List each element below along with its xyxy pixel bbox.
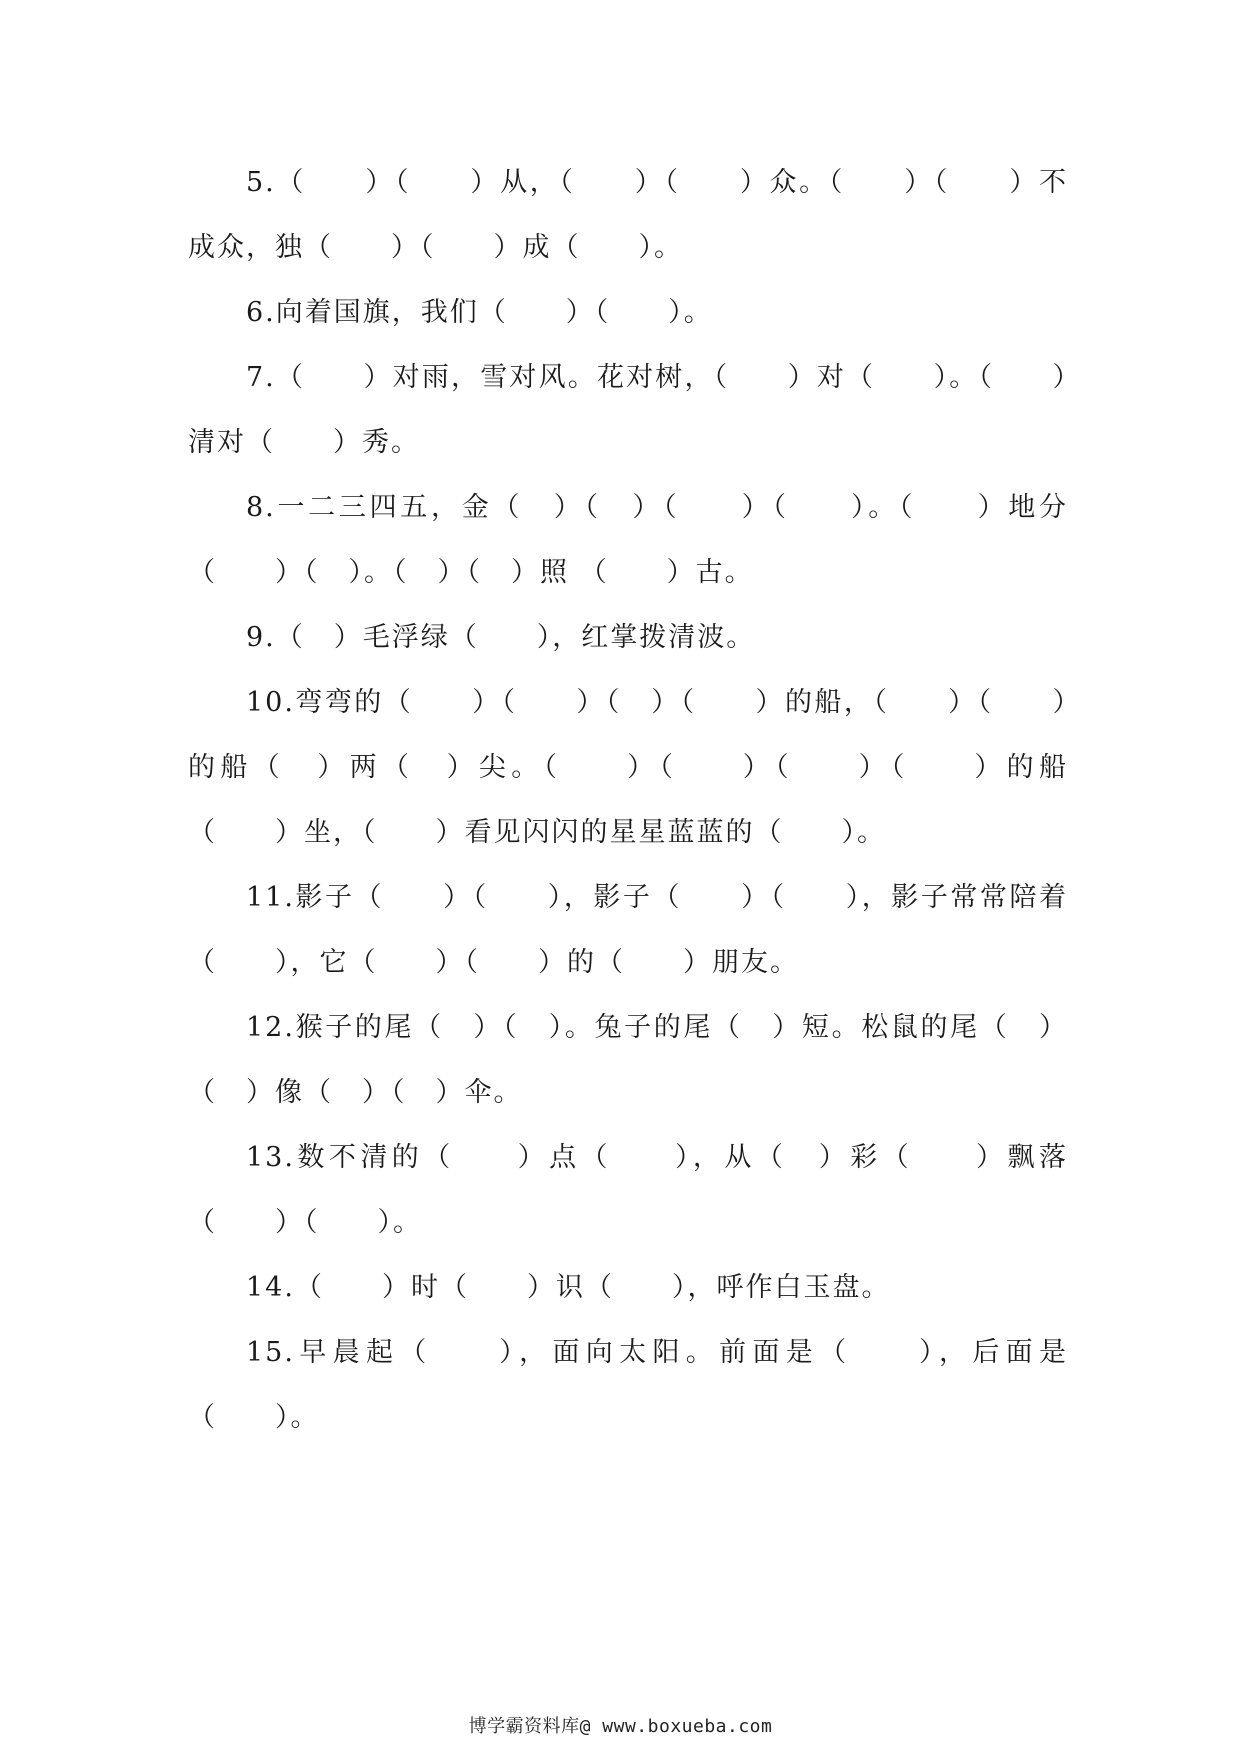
footer-watermark: 博学霸资料库@ www.boxueba.com: [468, 1716, 773, 1737]
exercise-item-9: 9.（ ）毛浮绿（ ），红掌拨清波。: [246, 622, 756, 653]
exercise-list: [188, 150, 1068, 1450]
exercise-item-14: 14.（ ）时（ ）识（ ），呼作白玉盘。: [246, 1272, 891, 1303]
exercise-item-11: 11.影子（ ）（ ），影子（ ）（ ），影子常常陪着（ ），它（ ）（ ）的（ ）朋友。: [188, 882, 1068, 978]
exercise-item-10: 10.弯弯的（ ）（ ）（ ）（ ）的船，（ ）（ ）的船（ ）两（ ）尖。（ ）（ ）（ ）（ ）的船（ ）坐，（ ）看见闪闪的星星蓝蓝的（ ）。: [188, 687, 1068, 848]
exercise-item-5: 5.（ ）（ ）从，（ ）（ ）众。（ ）（ ）不成众，独（ ）（ ）成（ ）。: [188, 167, 1068, 263]
exercise-item-15: 15.早晨起（ ），面向太阳。前面是（ ），后面是（ ）。: [188, 1337, 1068, 1433]
exercise-item-6: 6.向着国旗，我们（ ）（ ）。: [246, 297, 713, 328]
exercise-item-13: 13.数不清的（ ）点（ ），从（ ）彩（ ）飘落（ ）（ ）。: [188, 1142, 1068, 1238]
exercise-item-7: 7.（ ）对雨，雪对风。花对树，（ ）对（ ）。（ ）清对（ ）秀。: [188, 362, 1068, 458]
exercise-item-8: 8.一二三四五，金（ ）（ ）（ ）（ ）。（ ）地分（ ）（ ）。（ ）（ ）照 （ ）古。: [188, 492, 1068, 588]
exercise-item-12: 12.猴子的尾（ ）（ ）。兔子的尾（ ）短。松鼠的尾（ ）（ ）像（ ）（ ）伞。: [188, 1012, 1068, 1108]
